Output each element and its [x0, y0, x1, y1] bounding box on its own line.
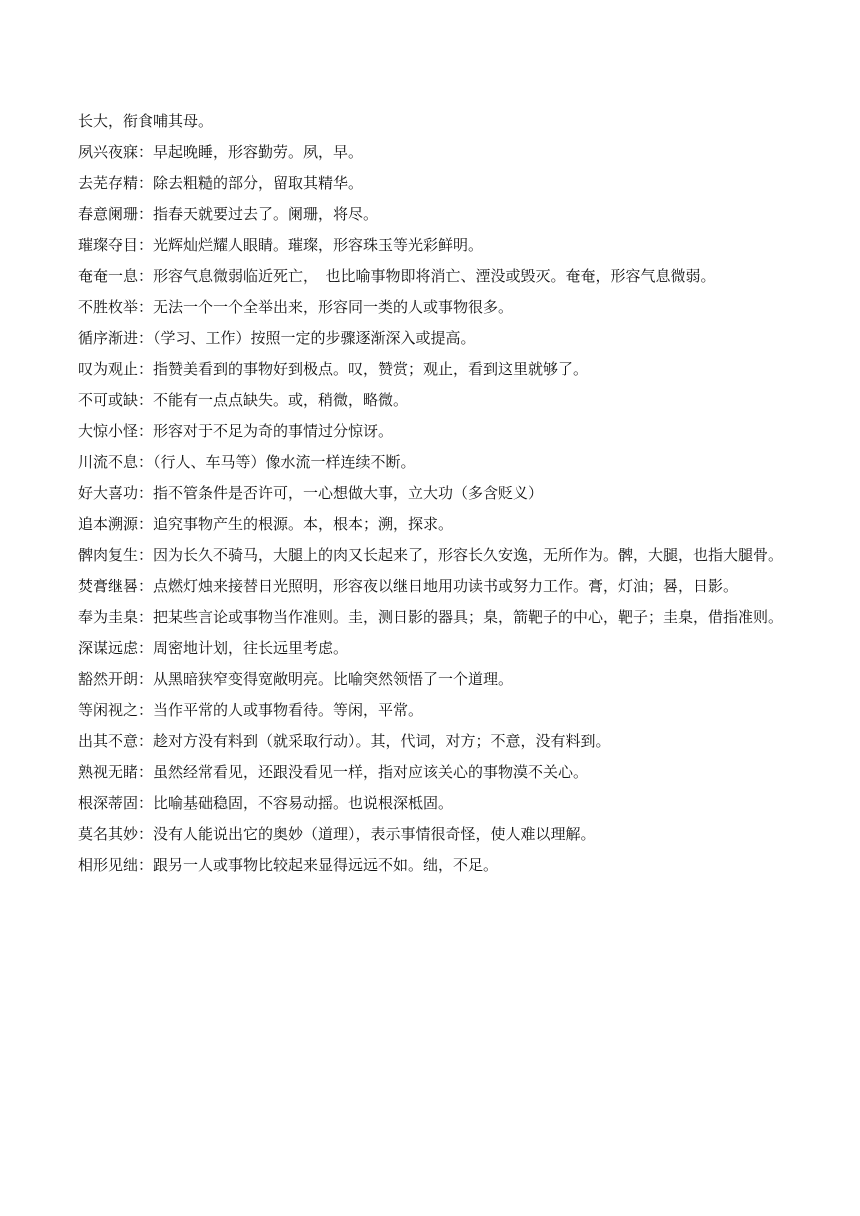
- idiom-entry: 莫名其妙：没有人能说出它的奥妙（道理），表示事情很奇怪，使人难以理解。: [78, 825, 596, 843]
- idiom-entry: 大惊小怪：形容对于不足为奇的事情过分惊讶。: [78, 422, 394, 440]
- idiom-entry: 深谋远虑：周密地计划，往长远里考虑。: [78, 639, 349, 657]
- idiom-entry: 夙兴夜寐：早起晚睡，形容勤劳。夙，早。: [78, 143, 364, 161]
- idiom-entry: 不胜枚举：无法一个一个全举出来，形容同一类的人或事物很多。: [78, 298, 514, 316]
- idiom-entry: 髀肉复生：因为长久不骑马，大腿上的肉又长起来了，形容长久安逸，无所作为。髀，大腿，也指大腿骨。: [78, 546, 784, 564]
- idiom-entry: 循序渐进：（学习、工作）按照一定的步骤逐渐深入或提高。: [78, 329, 476, 347]
- idiom-entry: 春意阑珊：指春天就要过去了。阑珊，将尽。: [78, 205, 379, 223]
- idiom-entry: 去芜存精：除去粗糙的部分，留取其精华。: [78, 174, 364, 192]
- idiom-entry: 叹为观止：指赞美看到的事物好到极点。叹，赞赏；观止，看到这里就够了。: [78, 360, 589, 378]
- idiom-entry: 豁然开朗：从黑暗狭窄变得宽敞明亮。比喻突然领悟了一个道理。: [78, 670, 514, 688]
- idiom-entry: 根深蒂固：比喻基础稳固，不容易动摇。也说根深柢固。: [78, 794, 454, 812]
- idiom-entry: 奉为圭臬：把某些言论或事物当作准则。圭，测日影的器具；臬，箭靶子的中心，靶子；圭臬，借指准则。: [78, 608, 784, 626]
- idiom-entry: 璀璨夺目：光辉灿烂耀人眼睛。璀璨，形容珠玉等光彩鲜明。: [78, 236, 484, 254]
- idiom-entry: 焚膏继晷：点燃灯烛来接替日光照明，形容夜以继日地用功读书或努力工作。膏，灯油；晷，日影。: [78, 577, 739, 595]
- document-page: [78, 106, 790, 881]
- idiom-entry: 奄奄一息：形容气息微弱临近死亡， 也比喻事物即将消亡、湮没或毁灭。奄奄，形容气息微弱。: [78, 267, 716, 285]
- text-line: 长大，衔食哺其母。: [78, 112, 214, 130]
- idiom-entry: 好大喜功：指不管条件是否许可，一心想做大事，立大功（多含贬义）: [78, 484, 544, 502]
- idiom-entry: 等闲视之：当作平常的人或事物看待。等闲，平常。: [78, 701, 424, 719]
- idiom-entry: 熟视无睹：虽然经常看见，还跟没看见一样，指对应该关心的事物漠不关心。: [78, 763, 589, 781]
- idiom-entry: 追本溯源：追究事物产生的根源。本，根本；溯，探求。: [78, 515, 454, 533]
- idiom-entry: 出其不意：趁对方没有料到（就采取行动）。其，代词，对方；不意，没有料到。: [78, 732, 611, 750]
- idiom-entry: 川流不息：（行人、车马等）像水流一样连续不断。: [78, 453, 416, 471]
- idiom-entry: 不可或缺：不能有一点点缺失。或，稍微，略微。: [78, 391, 409, 409]
- idiom-entry: 相形见绌：跟另一人或事物比较起来显得远远不如。绌，不足。: [78, 856, 499, 874]
